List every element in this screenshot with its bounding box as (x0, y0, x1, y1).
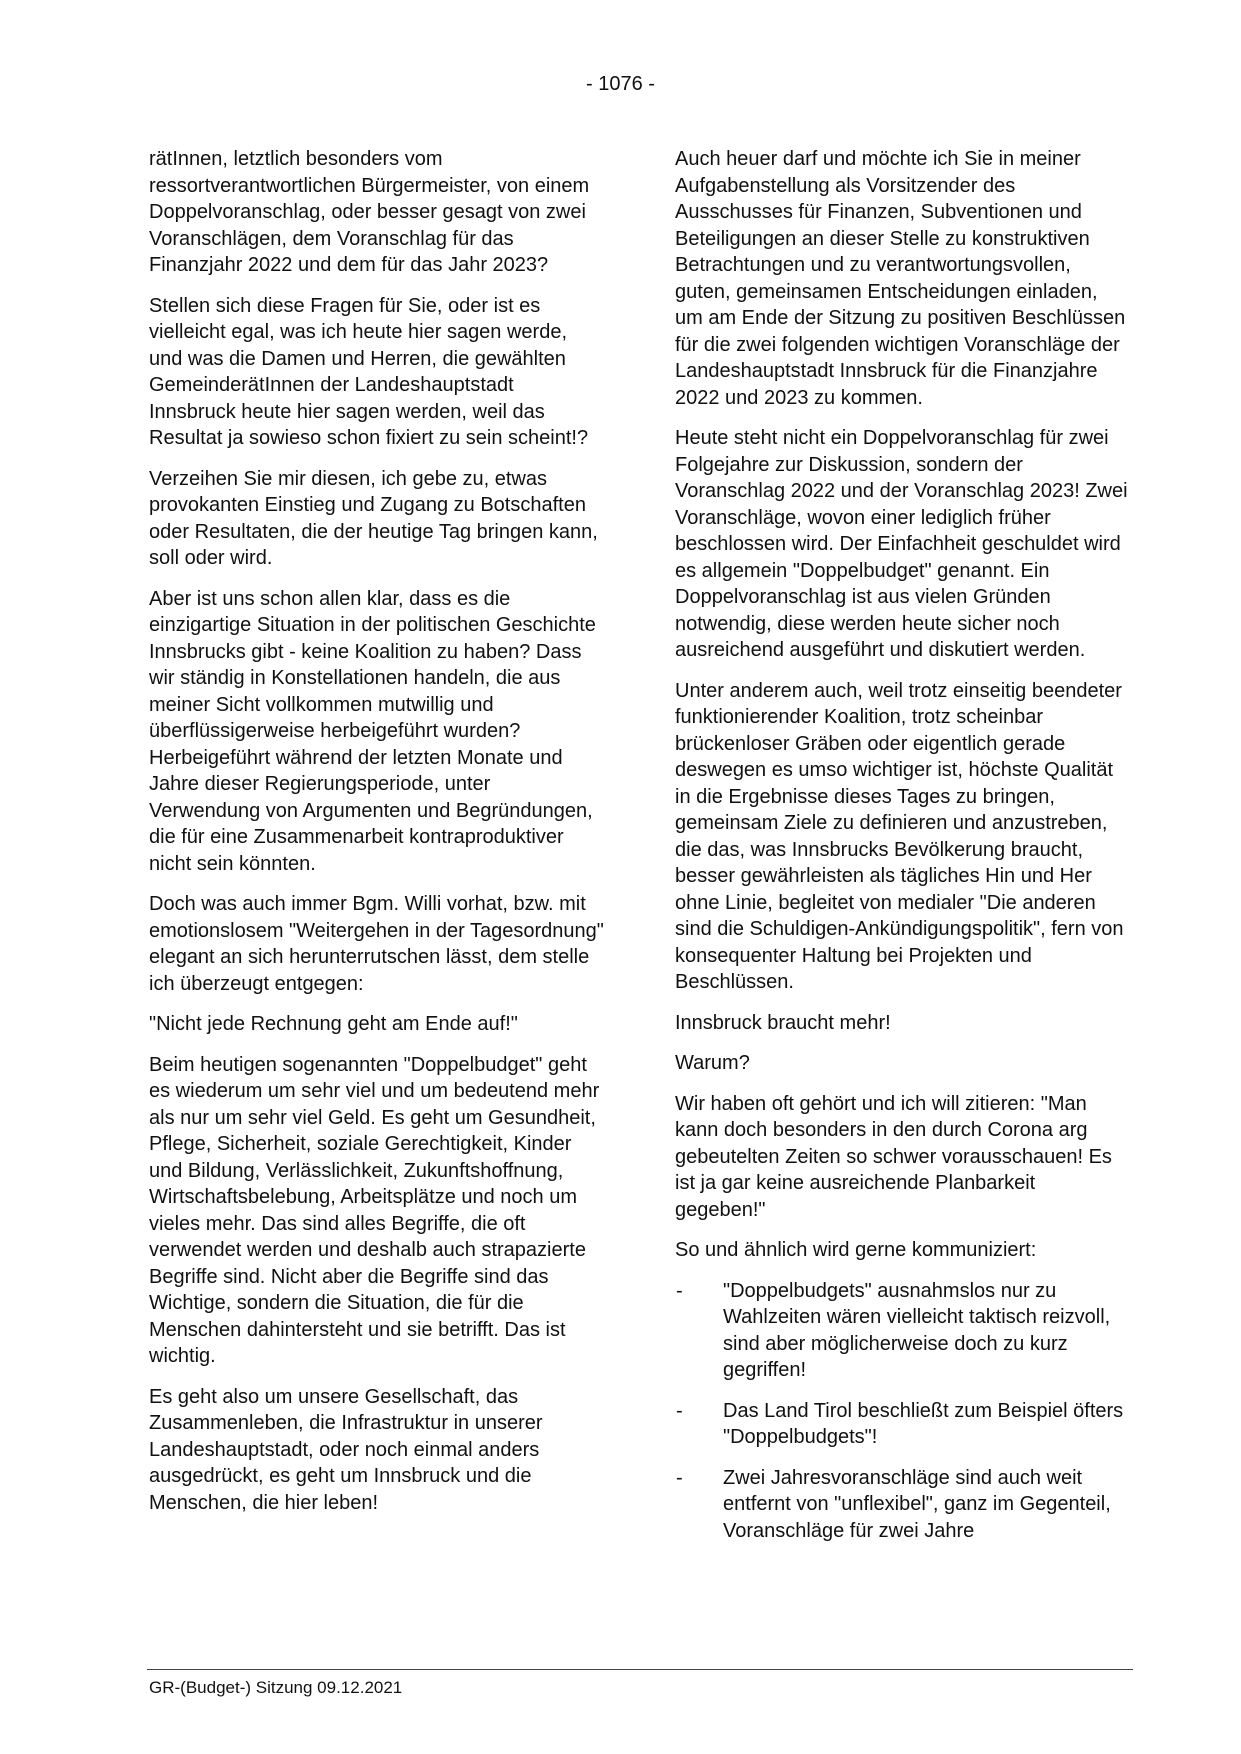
paragraph: Heute steht nicht ein Doppelvoranschlag für zwei Folgejahre zur Diskussion, sondern der Voranschlag 2022 und der Voranschlag 2023! Zwei Voranschläge, wovon einer lediglich früher beschlossen wird. Der Einfachheit geschuldet wird es allgemein "Doppelbudget" genannt. Ein Doppelvoranschlag ist aus vielen Gründen notwendig, diese werden heute sicher noch ausreichend ausgeführt und diskutiert werden. (675, 427, 1128, 661)
paragraph: "Nicht jede Rechnung geht am Ende auf!" (149, 1013, 518, 1035)
paragraph: Beim heutigen sogenannten "Doppelbudget" geht es wiederum um sehr viel und um bedeutend mehr als nur um sehr viel Geld. Es geht um Gesundheit, Pflege, Sicherheit, soziale Gerechtigkeit, Kinder und Bildung, Verlässlichkeit, Zukunftshoffnung, Wirtschaftsbelebung, Arbeitsplätze und noch um vieles mehr. Das sind alles Begriffe, die oft verwendet werden und deshalb auch strapazierte Begriffe sind. Nicht aber die Begriffe sind das Wichtige, sondern die Situation, die für die Menschen dahintersteht und sie betrifft. Das ist wichtig. (149, 1053, 600, 1367)
paragraph: Verzeihen Sie mir diesen, ich gebe zu, etwas provokanten Einstieg und Zugang zu Botschaften oder Resultaten, die der heutige Tag bringen kann, soll oder wird. (149, 467, 598, 569)
paragraph: Innsbruck braucht mehr! (675, 1011, 891, 1034)
paragraph: Unter anderem auch, weil trotz einseitig beendeter funktionierender Koalition, trotz scheinbar brückenloser Gräben oder eigentlich gerade deswegen es umso wichtiger ist, höchste Qualität in die Ergebnisse dieses Tages zu bringen, gemeinsam Ziele zu definieren und anzustreben, die das, was Innsbrucks Bevölkerung braucht, besser gewährleisten als tägliches Hin und Her ohne Linie, begleitet von medialer "Die anderen sind die Schuldigen-Ankündigungspolitik", fern von konsequenter Haltung bei Projekten und Beschlüssen. (675, 679, 1124, 993)
dash-marker: - (676, 1279, 683, 1302)
paragraph: Wir haben oft gehört und ich will zitieren: "Man kann doch besonders in den durch Corona arg gebeutelten Zeiten so schwer vorausschauen! Es ist ja gar keine ausreichende Planbarkeit gegeben!" (675, 1092, 1112, 1221)
dash-marker: - (676, 1399, 683, 1422)
list-item (675, 1465, 1130, 1545)
paragraph: Auch heuer darf und möchte ich Sie in meiner Aufgabenstellung als Vorsitzender des Ausschusses für Finanzen, Subventionen und Beteiligungen an dieser Stelle zu konstruktiven Betrachtungen und zu verantwortungsvollen, guten, gemeinsamen Entscheidungen einladen, um am Ende der Sitzung zu positiven Beschlüssen für die zwei folgenden wichtigen Voranschläge der Landeshauptstadt Innsbruck für die Finanzjahre 2022 und 2023 zu kommen. (675, 148, 1126, 409)
paragraph: So und ähnlich wird gerne kommuniziert: (675, 1239, 1037, 1261)
left-column (149, 146, 604, 1530)
dash-marker: - (676, 1466, 683, 1489)
paragraph: rätInnen, letztlich besonders vom ressortverantwortlichen Bürgermeister, von einem Doppelvoranschlag, oder besser gesagt von zwei Voranschlägen, dem Voranschlag für das Finanzjahr 2022 und dem für das Jahr 2023? (149, 148, 590, 276)
paragraph: Doch was auch immer Bgm. Willi vorhat, bzw. mit emotionslosem "Weitergehen in der Tagesordnung" elegant an sich herunterrutschen lässt, dem stelle ich überzeugt entgegen: (149, 893, 604, 995)
paragraph: Es geht also um unsere Gesellschaft, das Zusammenleben, die Infrastruktur in unserer Landeshauptstadt, oder noch einmal anders ausgedrückt, es geht um Innsbruck und die Menschen, die hier leben! (149, 1385, 543, 1514)
list-item (675, 1278, 1130, 1384)
bullet-list (675, 1278, 1130, 1545)
list-item-text: Zwei Jahresvoranschläge sind auch weit entfernt von "unflexibel", ganz im Gegenteil, Voranschläge für zwei Jahre (723, 1466, 1111, 1542)
page-number: - 1076 - (586, 73, 655, 95)
list-item-text: "Doppelbudgets" ausnahmslos nur zu Wahlzeiten wären vielleicht taktisch reizvoll, sind aber möglicherweise doch zu kurz gegriffen! (723, 1279, 1111, 1381)
paragraph: Warum? (675, 1052, 750, 1074)
paragraph: Stellen sich diese Fragen für Sie, oder ist es vielleicht egal, was ich heute hier sagen werde, und was die Damen und Herren, die gewählten GemeinderätInnen der Landeshauptstadt Innsbruck heute hier sagen werden, weil das Resultat ja sowieso schon fixiert zu sein scheint!? (149, 294, 589, 449)
footer-text: GR-(Budget-) Sitzung 09.12.2021 (149, 1678, 403, 1697)
list-item (675, 1398, 1130, 1451)
list-item-text: Das Land Tirol beschließt zum Beispiel öfters "Doppelbudgets"! (723, 1399, 1124, 1448)
footer-rule (147, 1669, 1133, 1670)
right-column (675, 146, 1130, 1558)
paragraph: Aber ist uns schon allen klar, dass es die einzigartige Situation in der politischen Geschichte Innsbrucks gibt - keine Koalition zu haben? Dass wir ständig in Konstellationen handeln, die aus meiner Sicht vollkommen mutwillig und überflüssigerweise herbeigeführt wurden? Herbeigeführt während der letzten Monate und Jahre dieser Regierungsperiode, unter Verwendung von Argumenten und Begründungen, die für eine Zusammenarbeit kontraproduktiver nicht sein könnten. (149, 587, 596, 875)
